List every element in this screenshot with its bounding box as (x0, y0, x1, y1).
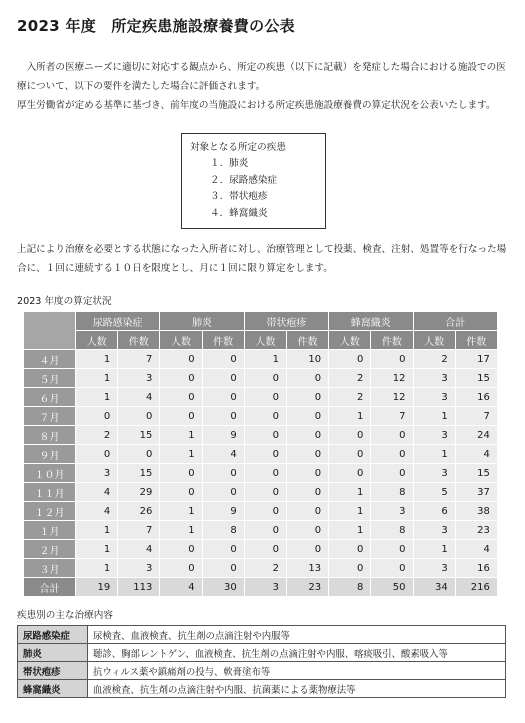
stats-cell: 1 (413, 445, 455, 464)
stats-month-row (24, 540, 498, 559)
stats-cell: 29 (118, 483, 160, 502)
stats-cell: 0 (118, 445, 160, 464)
stats-cell: 0 (202, 407, 244, 426)
stats-month-row (24, 426, 498, 445)
stats-group-header: 帯状疱疹 (244, 312, 328, 331)
stats-sub-header: 件数 (286, 331, 328, 350)
stats-row-header: ５月 (24, 369, 76, 388)
stats-cell: 1 (160, 445, 202, 464)
target-disease-box-title: 対象となる所定の疾患 (190, 142, 286, 153)
stats-sub-header: 件数 (371, 331, 413, 350)
stats-cell: 1 (329, 407, 371, 426)
stats-cell: 0 (371, 540, 413, 559)
stats-cell: 0 (160, 350, 202, 369)
stats-cell: 3 (413, 521, 455, 540)
stats-cell: 1 (413, 540, 455, 559)
treatment-disease-cell: 帯状疱疹 (18, 662, 88, 680)
stats-cell: 17 (455, 350, 497, 369)
stats-cell: 12 (371, 369, 413, 388)
stats-group-header: 蜂窩織炎 (329, 312, 413, 331)
stats-cell: 1 (76, 540, 118, 559)
stats-group-header-row (24, 312, 498, 331)
stats-cell: 8 (329, 578, 371, 597)
treatment-row (18, 680, 506, 698)
stats-cell: 0 (244, 521, 286, 540)
stats-month-row (24, 559, 498, 578)
stats-cell: 0 (286, 483, 328, 502)
stats-cell: 3 (118, 369, 160, 388)
stats-row-header: １０月 (24, 464, 76, 483)
stats-row-header: ３月 (24, 559, 76, 578)
stats-group-header: 尿路感染症 (76, 312, 160, 331)
stats-cell: 26 (118, 502, 160, 521)
treatment-content-cell: 抗ウィルス薬や鎮痛剤の投与、軟膏塗布等 (88, 662, 506, 680)
treatment-disease-cell: 尿路感染症 (18, 626, 88, 644)
stats-cell: 0 (329, 445, 371, 464)
stats-cell: 19 (76, 578, 118, 597)
stats-cell: 7 (118, 350, 160, 369)
stats-cell: 0 (286, 388, 328, 407)
stats-cell: 3 (413, 426, 455, 445)
page-title: 2023 年度 所定疾患施設療養費の公表 (17, 17, 295, 35)
stats-group-header: 合計 (413, 312, 497, 331)
stats-sub-header: 人数 (76, 331, 118, 350)
treatment-content-cell: 尿検査、血液検査、抗生剤の点滴注射や内服等 (88, 626, 506, 644)
stats-cell: 0 (76, 445, 118, 464)
stats-cell: 0 (371, 445, 413, 464)
stats-cell: 0 (286, 521, 328, 540)
stats-sub-header: 人数 (413, 331, 455, 350)
stats-cell: 34 (413, 578, 455, 597)
stats-cell: 5 (413, 483, 455, 502)
stats-cell: 0 (160, 483, 202, 502)
stats-row-header: ９月 (24, 445, 76, 464)
stats-cell: 1 (76, 350, 118, 369)
stats-cell: 15 (118, 464, 160, 483)
target-disease-item: １．肺炎 (210, 158, 249, 169)
stats-cell: 7 (371, 407, 413, 426)
stats-cell: 4 (118, 540, 160, 559)
stats-cell: 2 (413, 350, 455, 369)
stats-cell: 0 (160, 369, 202, 388)
stats-cell: 8 (371, 483, 413, 502)
calculation-note-text: 上記により治療を必要とする状態になった入所者に対し、治療管理として投薬、検査、注射、処置等を行なった場合に、１回に連続する１０日を限度とし、月に１回に限り算定をします。 (17, 244, 507, 274)
stats-cell: 2 (76, 426, 118, 445)
stats-cell: 0 (244, 464, 286, 483)
stats-cell: 16 (455, 388, 497, 407)
treatment-table-body (18, 626, 506, 698)
stats-month-row (24, 369, 498, 388)
target-disease-box (181, 133, 326, 229)
target-disease-item: ３．帯状疱疹 (210, 191, 268, 202)
treatment-row (18, 644, 506, 662)
stats-cell: 4 (76, 502, 118, 521)
stats-cell: 9 (202, 426, 244, 445)
stats-sub-header: 件数 (455, 331, 497, 350)
stats-cell: 0 (244, 445, 286, 464)
stats-cell: 1 (413, 407, 455, 426)
stats-cell: 0 (244, 369, 286, 388)
stats-row-header: １１月 (24, 483, 76, 502)
stats-row-header: １月 (24, 521, 76, 540)
stats-cell: 0 (329, 350, 371, 369)
stats-cell: 0 (329, 464, 371, 483)
treatment-content-cell: 血液検査、抗生剤の点滴注射や内服、抗菌薬による薬物療法等 (88, 680, 506, 698)
stats-row-header: ８月 (24, 426, 76, 445)
stats-sub-header: 人数 (329, 331, 371, 350)
treatment-content-cell: 聴診、胸部レントゲン、血液検査、抗生剤の点滴注射や内服、喀痰吸引、酸素吸入等 (88, 644, 506, 662)
stats-cell: 7 (118, 521, 160, 540)
stats-cell: 0 (329, 540, 371, 559)
stats-cell: 0 (244, 388, 286, 407)
stats-row-header: １２月 (24, 502, 76, 521)
stats-cell: 1 (160, 426, 202, 445)
stats-cell: 2 (329, 369, 371, 388)
stats-cell: 0 (202, 483, 244, 502)
stats-cell: 2 (244, 559, 286, 578)
treatment-disease-cell: 蜂窩織炎 (18, 680, 88, 698)
stats-month-row (24, 407, 498, 426)
stats-cell: 0 (160, 407, 202, 426)
stats-cell: 1 (76, 521, 118, 540)
stats-cell: 0 (244, 540, 286, 559)
stats-cell: 8 (371, 521, 413, 540)
stats-cell: 1 (329, 502, 371, 521)
stats-cell: 0 (286, 502, 328, 521)
stats-cell: 3 (413, 388, 455, 407)
stats-cell: 4 (455, 540, 497, 559)
stats-month-row (24, 483, 498, 502)
stats-month-row (24, 445, 498, 464)
stats-cell: 0 (202, 350, 244, 369)
stats-cell: 0 (160, 540, 202, 559)
stats-cell: 4 (160, 578, 202, 597)
stats-cell: 4 (455, 445, 497, 464)
stats-cell: 0 (202, 369, 244, 388)
stats-cell: 7 (455, 407, 497, 426)
stats-cell: 15 (118, 426, 160, 445)
stats-cell: 0 (118, 407, 160, 426)
stats-cell: 9 (202, 502, 244, 521)
stats-cell: 15 (455, 369, 497, 388)
stats-cell: 37 (455, 483, 497, 502)
stats-corner-cell (24, 312, 76, 350)
stats-table (23, 311, 498, 597)
stats-cell: 0 (286, 464, 328, 483)
stats-cell: 3 (244, 578, 286, 597)
stats-cell: 16 (455, 559, 497, 578)
stats-sub-header-row (24, 331, 498, 350)
stats-cell: 0 (329, 559, 371, 578)
calculation-note (17, 240, 512, 278)
stats-cell: 0 (202, 559, 244, 578)
stats-cell: 0 (286, 369, 328, 388)
stats-row-header: ４月 (24, 350, 76, 369)
stats-cell: 1 (76, 559, 118, 578)
stats-cell: 0 (160, 388, 202, 407)
stats-sub-header: 件数 (202, 331, 244, 350)
stats-cell: 3 (413, 464, 455, 483)
stats-cell: 0 (244, 483, 286, 502)
stats-row-header: ７月 (24, 407, 76, 426)
stats-cell: 0 (202, 464, 244, 483)
intro-paragraph-2: 厚生労働省が定める基準に基づき、前年度の当施設における所定疾患施設療養費の算定状況を公表いたします。 (17, 100, 496, 111)
stats-cell: 30 (202, 578, 244, 597)
stats-cell: 1 (160, 521, 202, 540)
stats-month-row (24, 388, 498, 407)
stats-month-row (24, 350, 498, 369)
stats-cell: 3 (371, 502, 413, 521)
stats-cell: 1 (244, 350, 286, 369)
stats-cell: 0 (202, 540, 244, 559)
stats-cell: 6 (413, 502, 455, 521)
treatment-table (17, 625, 506, 698)
target-disease-list (190, 156, 325, 222)
stats-row-header: 合計 (24, 578, 76, 597)
treatment-section-title: 疾患別の主な治療内容 (17, 610, 113, 621)
stats-cell: 3 (118, 559, 160, 578)
stats-cell: 216 (455, 578, 497, 597)
stats-cell: 0 (286, 445, 328, 464)
stats-cell: 12 (371, 388, 413, 407)
treatment-disease-cell: 肺炎 (18, 644, 88, 662)
intro-text (17, 58, 512, 115)
stats-cell: 0 (286, 426, 328, 445)
stats-row-header: ２月 (24, 540, 76, 559)
target-disease-item: ２．尿路感染症 (210, 174, 278, 186)
stats-cell: 1 (329, 521, 371, 540)
stats-group-header: 肺炎 (160, 312, 244, 331)
stats-sub-header: 人数 (160, 331, 202, 350)
stats-sub-header: 人数 (244, 331, 286, 350)
stats-row-header: ６月 (24, 388, 76, 407)
stats-cell: 0 (244, 502, 286, 521)
stats-cell: 0 (371, 559, 413, 578)
treatment-row (18, 626, 506, 644)
stats-sub-header: 件数 (118, 331, 160, 350)
stats-month-row (24, 521, 498, 540)
stats-total-row (24, 578, 498, 597)
stats-cell: 0 (160, 464, 202, 483)
stats-cell: 3 (413, 559, 455, 578)
stats-cell: 10 (286, 350, 328, 369)
stats-cell: 0 (371, 350, 413, 369)
intro-paragraph-1: 入所者の医療ニーズに適切に対応する観点から、所定の疾患（以下に記載）を発症した場合における施設での医療について、以下の要件を満たした場合に評価されます。 (17, 62, 506, 92)
stats-cell: 0 (244, 426, 286, 445)
stats-cell: 0 (202, 388, 244, 407)
stats-cell: 0 (286, 540, 328, 559)
stats-cell: 38 (455, 502, 497, 521)
stats-cell: 15 (455, 464, 497, 483)
stats-cell: 0 (160, 559, 202, 578)
stats-cell: 50 (371, 578, 413, 597)
stats-cell: 0 (244, 407, 286, 426)
stats-cell: 24 (455, 426, 497, 445)
stats-cell: 23 (286, 578, 328, 597)
stats-cell: 113 (118, 578, 160, 597)
stats-cell: 0 (371, 464, 413, 483)
stats-cell: 4 (118, 388, 160, 407)
target-disease-item: ４．蜂窩織炎 (210, 207, 268, 219)
stats-cell: 0 (76, 407, 118, 426)
stats-cell: 0 (286, 407, 328, 426)
stats-cell: 4 (76, 483, 118, 502)
treatment-row (18, 662, 506, 680)
stats-cell: 1 (76, 388, 118, 407)
stats-cell: 4 (202, 445, 244, 464)
stats-cell: 2 (329, 388, 371, 407)
stats-cell: 23 (455, 521, 497, 540)
stats-cell: 1 (76, 369, 118, 388)
stats-cell: 8 (202, 521, 244, 540)
stats-table-body (24, 350, 498, 597)
stats-cell: 3 (76, 464, 118, 483)
stats-cell: 1 (329, 483, 371, 502)
stats-cell: 0 (329, 426, 371, 445)
stats-cell: 1 (160, 502, 202, 521)
stats-month-row (24, 464, 498, 483)
stats-cell: 3 (413, 369, 455, 388)
stats-cell: 13 (286, 559, 328, 578)
stats-month-row (24, 502, 498, 521)
stats-cell: 0 (371, 426, 413, 445)
stats-section-title: 2023 年度の算定状況 (17, 296, 112, 307)
